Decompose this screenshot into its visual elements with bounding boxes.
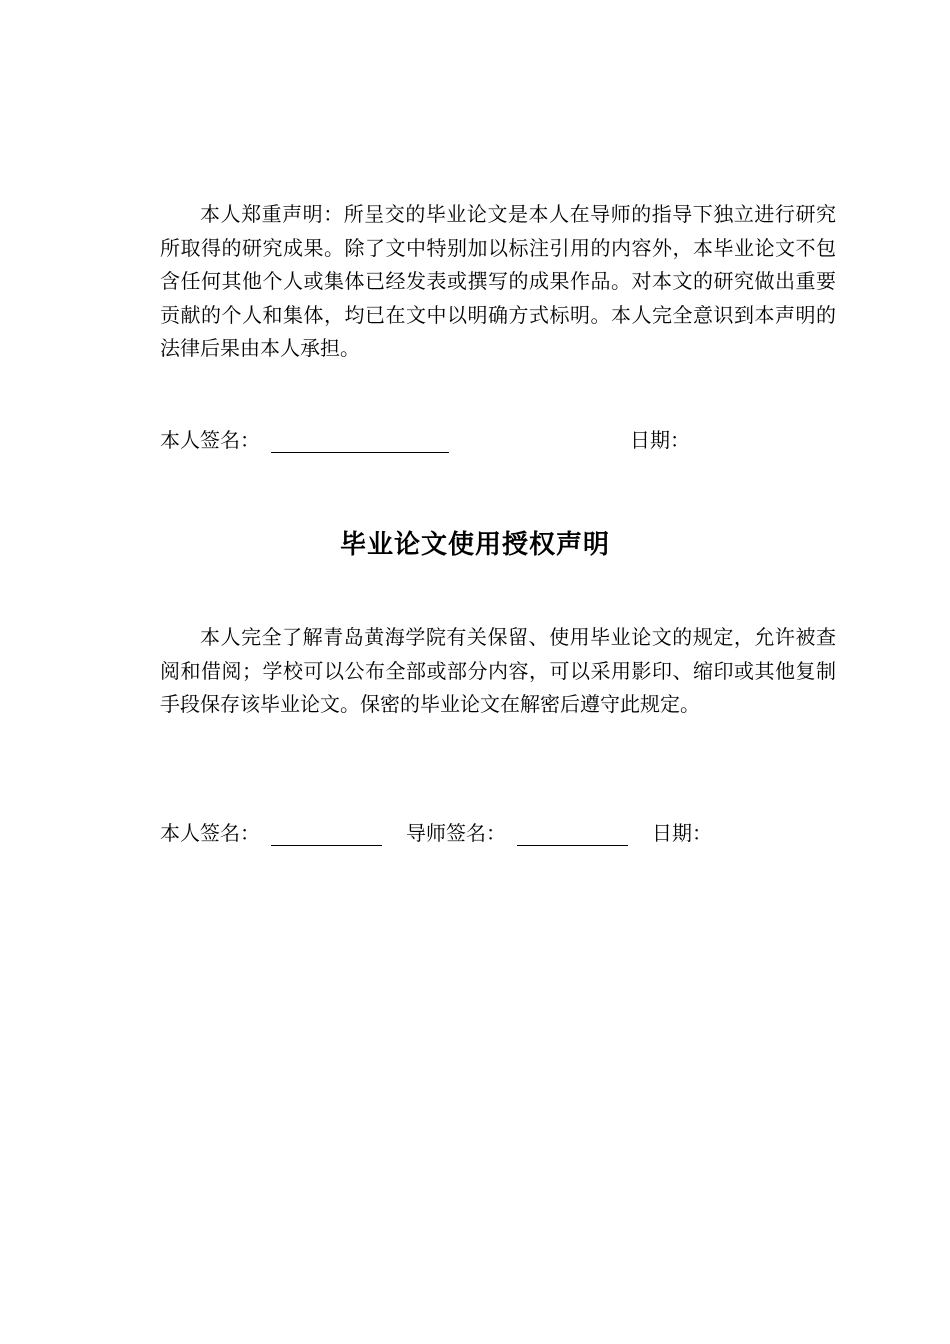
author-signature-label-2: 本人签名：: [160, 821, 260, 845]
author-signature-line-2[interactable]: [271, 845, 382, 846]
authorization-signature-row: [160, 819, 840, 847]
authorization-paragraph: 本人完全了解青岛黄海学院有关保留、使用毕业论文的规定，允许被查阅和借阅；学校可以公布全部或部分内容，可以采用影印、缩印或其他复制手段保存该毕业论文。保密的毕业论文在解密后遵守此规定。: [160, 625, 836, 717]
originality-declaration-paragraph: 本人郑重声明：所呈交的毕业论文是本人在导师的指导下独立进行研究所取得的研究成果。除了文中特别加以标注引用的内容外，本毕业论文不包含任何其他个人或集体已经发表或撰写的成果作品。对本文的研究做出重要贡献的个人和集体，均已在文中以明确方式标明。本人完全意识到本声明的法律后果由本人承担。: [160, 202, 836, 361]
author-signature-line[interactable]: [271, 452, 449, 453]
authorization-date-label: 日期：: [652, 821, 712, 845]
authorization-title: 毕业论文使用授权声明: [339, 530, 610, 560]
supervisor-signature-line[interactable]: [517, 845, 628, 846]
declaration-date-label: 日期：: [630, 428, 690, 452]
declaration-signature-row: [160, 426, 840, 454]
supervisor-signature-label: 导师签名：: [406, 821, 506, 845]
author-signature-label: 本人签名：: [160, 428, 260, 452]
